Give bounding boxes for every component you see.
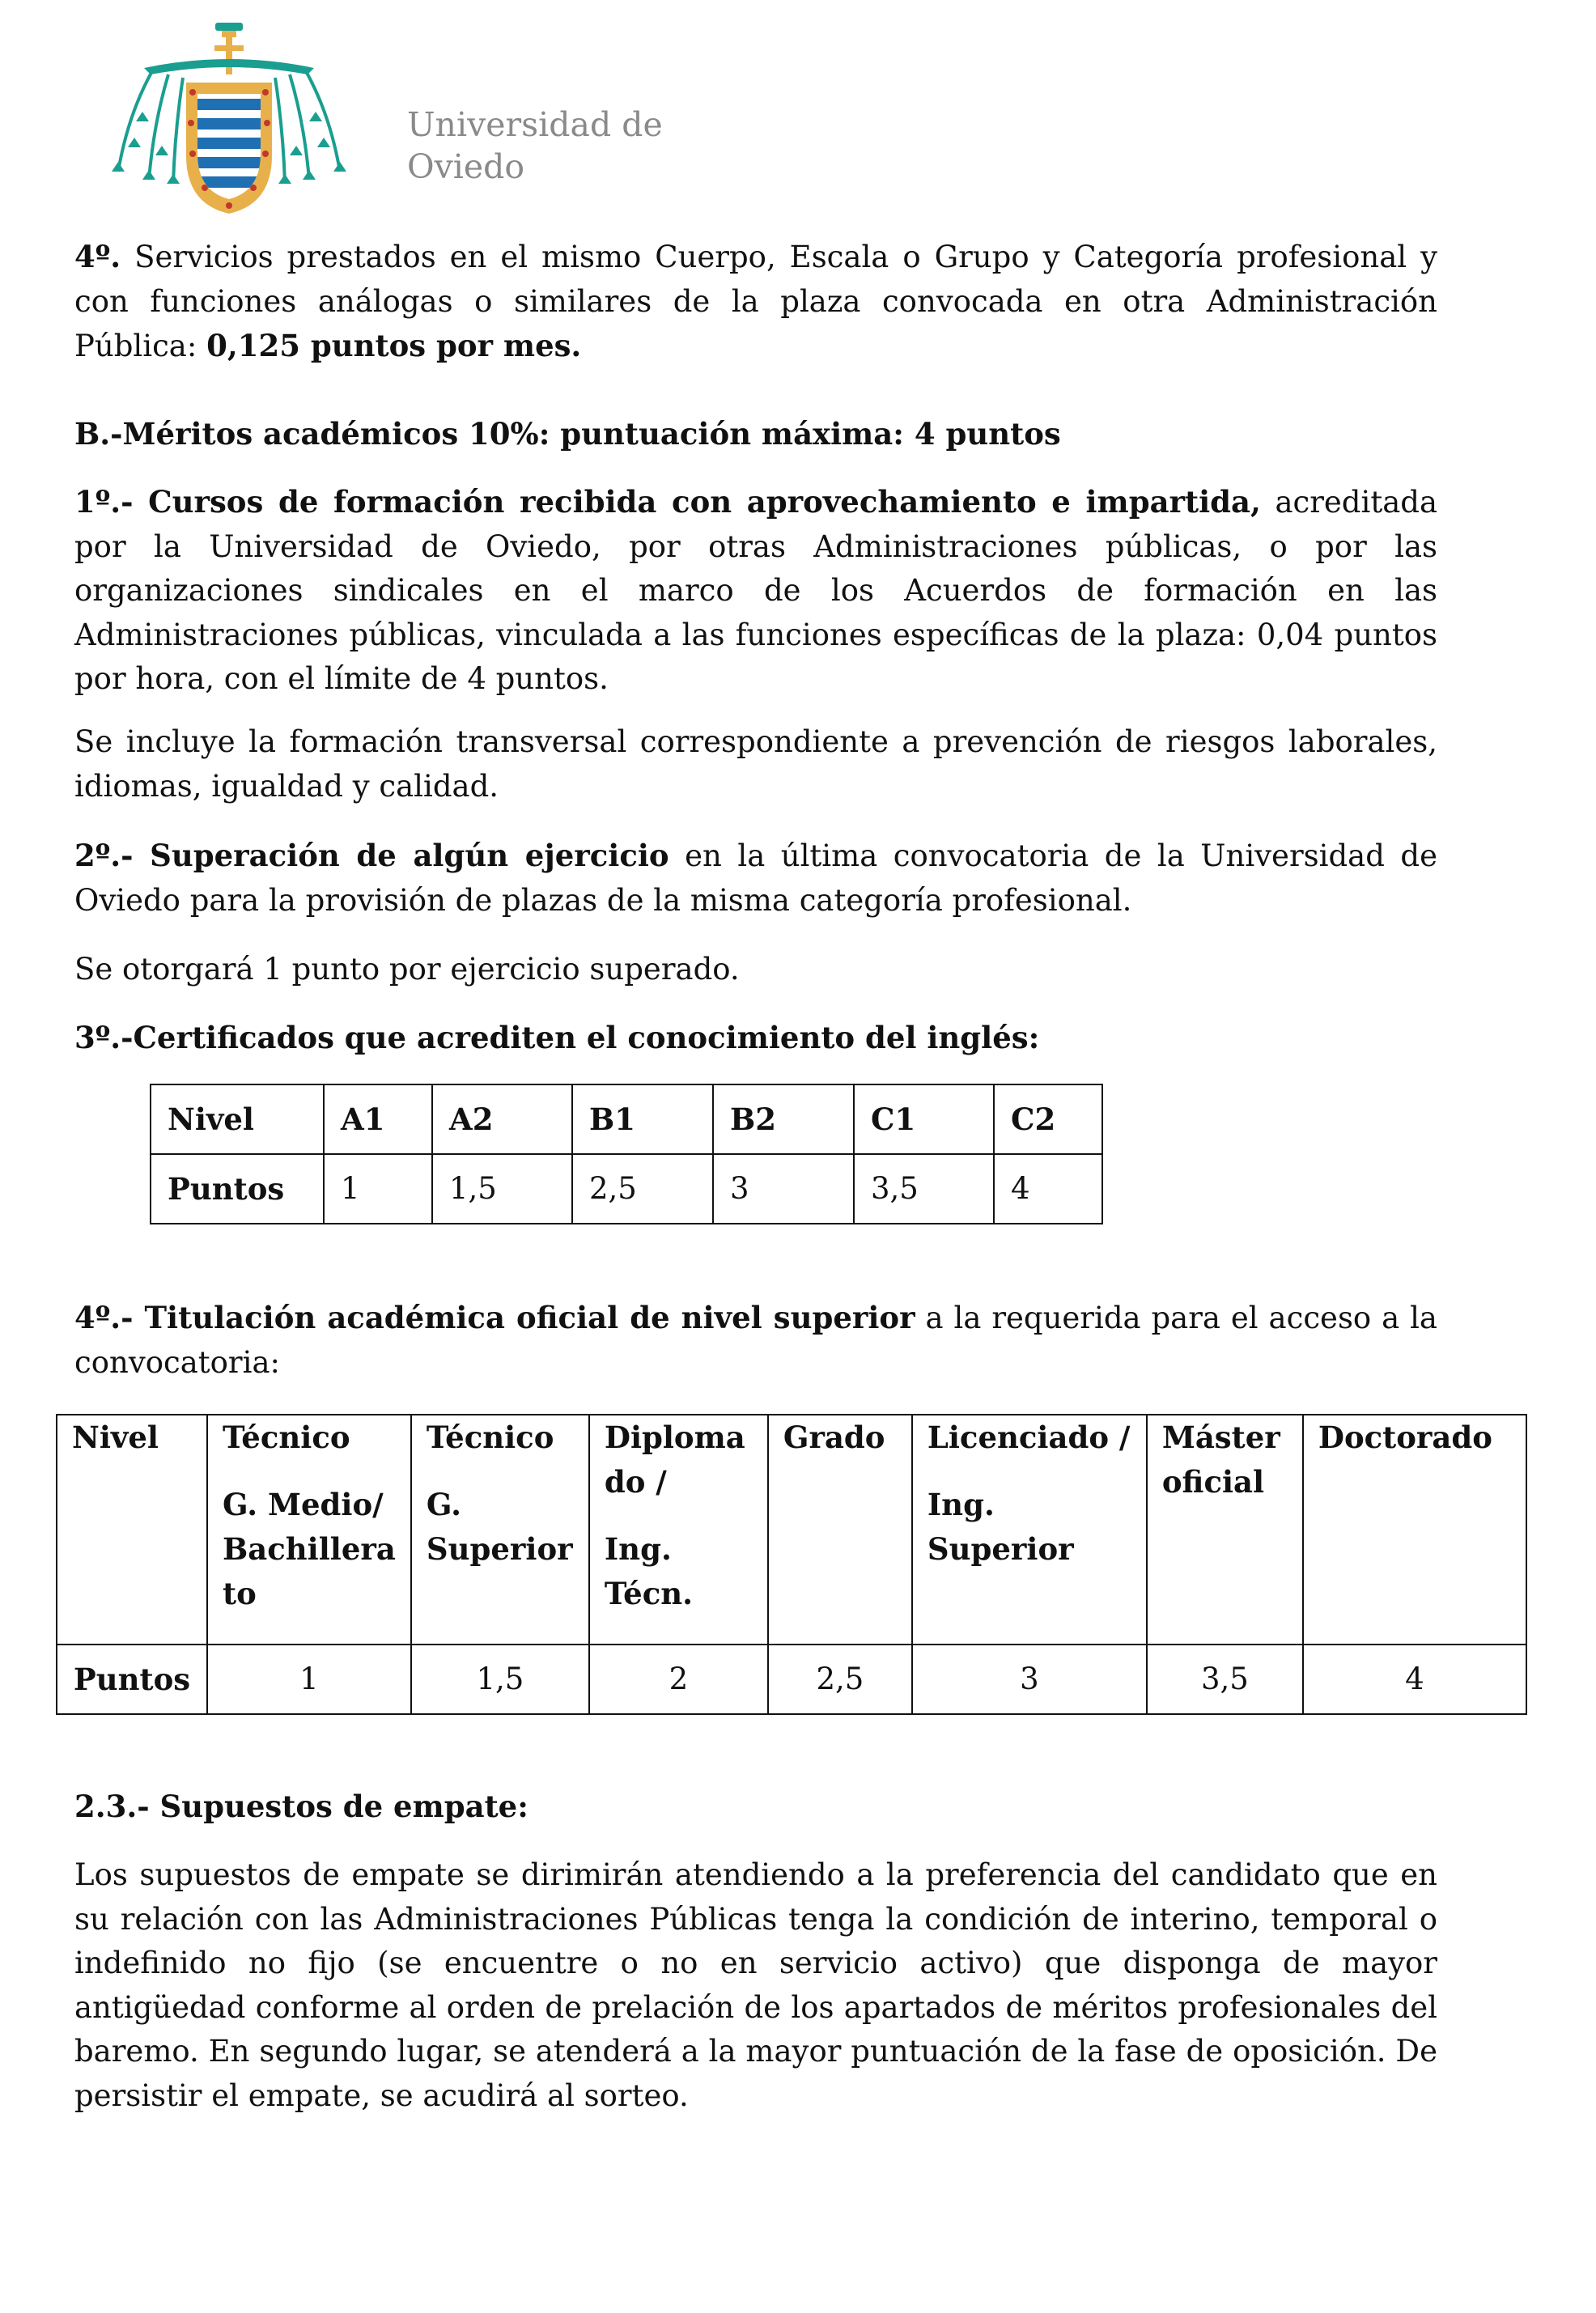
table-header-cell	[589, 1415, 768, 1645]
table-cell: 1	[324, 1154, 432, 1224]
cell-line: Máster oficial	[1161, 1420, 1280, 1500]
paragraph-academic-degree	[74, 1296, 1437, 1385]
table-header-cell	[912, 1415, 1147, 1645]
table-header-cell	[207, 1415, 411, 1645]
table-row	[151, 1154, 1102, 1224]
university-coat-of-arms-logo	[96, 18, 363, 220]
cell-line: Ing. Técn.	[604, 1531, 693, 1611]
university-name-line2: Oviedo	[407, 147, 525, 186]
table-header-cell	[1147, 1415, 1303, 1645]
english-levels-table	[150, 1084, 1103, 1224]
table-cell: B1	[572, 1084, 713, 1154]
item-title: 2º.- Superación de algún ejercicio	[74, 838, 669, 873]
item-number: 4º.	[74, 239, 121, 274]
table-cell: 2,5	[572, 1154, 713, 1224]
tie-cases-heading: 2.3.- Supuestos de empate:	[74, 1789, 528, 1824]
paragraph-text: Servicios prestados en el mismo Cuerpo, Escala o Grupo y Categoría profesional y con funciones análogas o similares de la plaza convocada en otra Administración Pública:	[74, 240, 1437, 363]
cell-line: Diploma do /	[604, 1420, 745, 1500]
paragraph-text: a la requerida para el acceso a la convocatoria:	[74, 1301, 1437, 1380]
paragraph-tie-cases: Los supuestos de empate se dirimirán atendiendo a la preferencia del candidato que en su relación con las Administraciones Públicas tenga la condición de interino, temporal o indefinido no fijo (se encuentre o no en servicio activo) que disponga de mayor antigüedad conforme al orden de prelación de los apartados de méritos profesionales del baremo. En segundo lugar, se atenderá a la mayor puntuación de la fase de oposición. De persistir el empate, se acudirá al sorteo.	[74, 1857, 1437, 2113]
table-header-cell	[57, 1415, 207, 1645]
cell-line: Técnico	[426, 1420, 554, 1455]
table-cell: 1,5	[432, 1154, 572, 1224]
table-cell: C1	[854, 1084, 994, 1154]
table-row	[57, 1645, 1526, 1714]
table-header-row	[57, 1415, 1526, 1645]
cell-line: G. Superior	[426, 1487, 573, 1567]
english-certificates-heading: 3º.-Certificados que acrediten el conocimiento del inglés:	[74, 1020, 1040, 1055]
table-cell: 1	[207, 1645, 411, 1714]
section-b-heading: B.-Méritos académicos 10%: puntuación máxima: 4 puntos	[74, 416, 1061, 452]
cell-line: Técnico	[223, 1420, 350, 1455]
table-cell: B2	[713, 1084, 854, 1154]
paragraph-services-other-administration	[74, 235, 1437, 369]
table-cell: C2	[994, 1084, 1102, 1154]
points-value: 0,125 puntos por mes.	[206, 328, 582, 363]
cell-line: G. Medio/ Bachillera to	[223, 1487, 396, 1611]
university-name	[407, 104, 663, 188]
item-title: 4º.- Titulación académica oficial de nivel superior	[74, 1300, 915, 1335]
table-cell: 3	[912, 1645, 1147, 1714]
cell-line: Licenciado /	[927, 1420, 1131, 1455]
cell-line: Grado	[783, 1420, 885, 1455]
paragraph-training-note: Se incluye la formación transversal correspondiente a prevención de riesgos laborales, idiomas, igualdad y calidad.	[74, 724, 1437, 804]
table-cell: A2	[432, 1084, 572, 1154]
table-cell: 4	[1303, 1645, 1526, 1714]
table-cell: 3	[713, 1154, 854, 1224]
cell-line: Ing. Superior	[927, 1487, 1074, 1567]
paragraph-text: acreditada por la Universidad de Oviedo, por otras Administraciones públicas, o por las organizaciones sindicales en el marco de los Acuerdos de formación en las Administraciones públicas, vinculada a las funciones específicas de la plaza: 0,04 puntos por hora, con el límite de 4 puntos.	[74, 485, 1437, 696]
paragraph-exercise-note: Se otorgará 1 punto por ejercicio superado.	[74, 952, 740, 987]
cell-line: Nivel	[72, 1420, 159, 1455]
table-header-cell	[1303, 1415, 1526, 1645]
item-title: 1º.- Cursos de formación recibida con aprovechamiento e impartida,	[74, 484, 1261, 520]
cell-line: Doctorado	[1318, 1420, 1492, 1455]
table-header-cell	[411, 1415, 589, 1645]
table-cell: 2	[589, 1645, 768, 1714]
table-cell: 3,5	[1147, 1645, 1303, 1714]
table-cell: 2,5	[768, 1645, 912, 1714]
academic-degrees-table	[56, 1414, 1527, 1715]
table-cell: Nivel	[151, 1084, 324, 1154]
paragraph-exercise-passed	[74, 834, 1437, 923]
table-header-cell	[768, 1415, 912, 1645]
university-name-line1: Universidad de	[407, 105, 663, 144]
table-cell: Puntos	[151, 1154, 324, 1224]
table-cell: Puntos	[57, 1645, 207, 1714]
table-cell: 1,5	[411, 1645, 589, 1714]
table-cell: A1	[324, 1084, 432, 1154]
paragraph-text: en la última convocatoria de la Universidad de Oviedo para la provisión de plazas de la misma categoría profesional.	[74, 838, 1437, 918]
table-cell: 3,5	[854, 1154, 994, 1224]
paragraph-training-courses	[74, 480, 1437, 702]
table-cell: 4	[994, 1154, 1102, 1224]
table-header-row	[151, 1084, 1102, 1154]
